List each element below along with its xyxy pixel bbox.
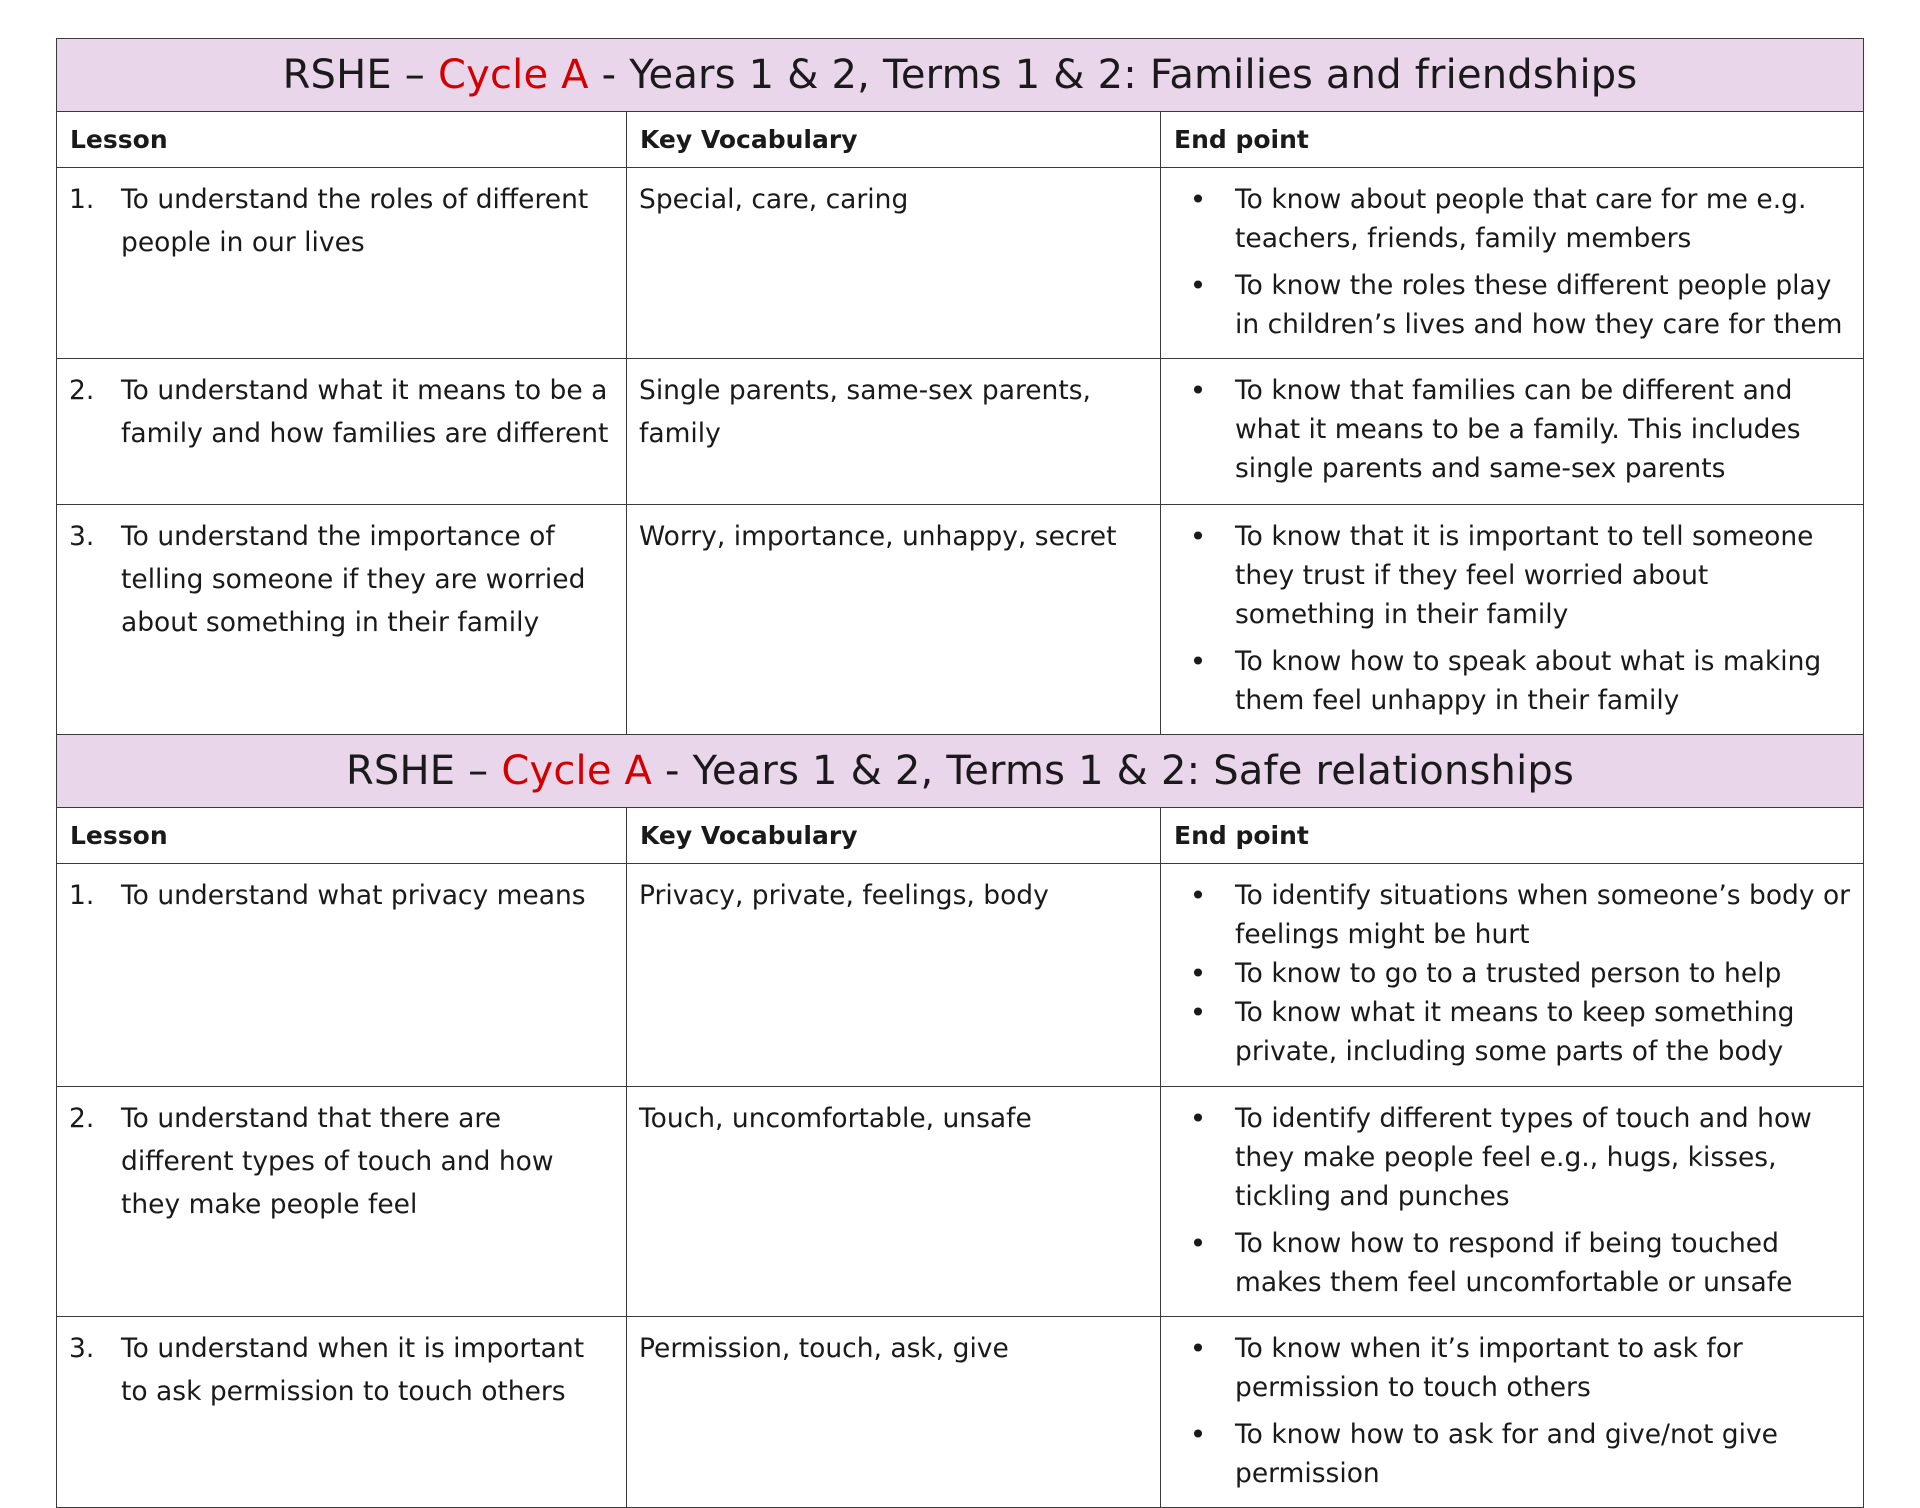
lesson-text: To understand what it means to be a family and how families are different: [121, 375, 609, 449]
lesson-text: To understand what privacy means: [121, 880, 586, 911]
endpoint-item: [1161, 876, 1853, 954]
endpoint-text: To identify situations when someone’s body or feelings might be hurt: [1235, 880, 1851, 950]
endpoint-text: To know the roles these different people play in children’s lives and how they care for them: [1235, 270, 1843, 340]
endpoint-text: To know that it is important to tell someone they trust if they feel worried about something in their family: [1235, 521, 1814, 630]
endpoint-text: To know that families can be different and what it means to be a family. This includes single parents and same-sex parents: [1235, 375, 1801, 484]
vocab-cell: [627, 1087, 1161, 1317]
vocab-text: Touch, uncomfortable, unsafe: [639, 1103, 1032, 1134]
endpoint-cell: [1161, 505, 1864, 735]
endpoint-text: To know when it’s important to ask for permission to touch others: [1235, 1333, 1743, 1403]
table-row: [57, 864, 1864, 1087]
bullet-icon: •: [1189, 879, 1207, 912]
bullet-icon: •: [1189, 1227, 1207, 1260]
endpoint-item: [1161, 517, 1853, 634]
endpoint-item: [1161, 1329, 1853, 1407]
lesson-text: To understand the importance of telling someone if they are worried about something in their family: [121, 521, 586, 638]
bullet-icon: •: [1189, 957, 1207, 990]
endpoint-cell: [1161, 168, 1864, 359]
section-title: [57, 39, 1864, 112]
bullet-icon: •: [1189, 645, 1207, 678]
vocab-cell: [627, 1317, 1161, 1508]
endpoint-text: To know how to ask for and give/not give permission: [1235, 1419, 1778, 1489]
bullet-icon: •: [1189, 1418, 1207, 1451]
header-key-vocabulary: Key Vocabulary: [627, 112, 1161, 168]
bullet-icon: •: [1189, 996, 1207, 1029]
lesson-number: 3.: [69, 1333, 95, 1364]
lesson-number: 2.: [69, 375, 95, 406]
lesson-text: To understand when it is important to ask permission to touch others: [121, 1333, 585, 1407]
title-cycle: Cycle A: [437, 52, 589, 98]
vocab-text: Privacy, private, feelings, body: [639, 880, 1049, 911]
vocab-text: Special, care, caring: [639, 184, 909, 215]
table-row: [57, 505, 1864, 735]
section-title-row: [57, 39, 1864, 112]
header-row: [57, 808, 1864, 864]
title-suffix: - Years 1 & 2, Terms 1 & 2: Families and friendships: [601, 52, 1638, 98]
header-key-vocabulary: Key Vocabulary: [627, 808, 1161, 864]
endpoint-item: [1161, 993, 1853, 1071]
curriculum-table: [56, 38, 1864, 1508]
header-lesson: Lesson: [57, 112, 627, 168]
title-prefix: RSHE –: [282, 52, 426, 98]
endpoint-cell: [1161, 1317, 1864, 1508]
header-lesson: Lesson: [57, 808, 627, 864]
bullet-icon: •: [1189, 520, 1207, 553]
bullet-icon: •: [1189, 374, 1207, 407]
endpoint-cell: [1161, 359, 1864, 505]
endpoint-text: To know how to speak about what is making them feel unhappy in their family: [1235, 646, 1822, 716]
bullet-icon: •: [1189, 183, 1207, 216]
lesson-cell: [57, 1317, 627, 1508]
title-prefix: RSHE –: [345, 748, 489, 794]
lesson-cell: [57, 505, 627, 735]
lesson-number: 3.: [69, 521, 95, 552]
endpoint-item: [1161, 1415, 1853, 1493]
endpoint-item: [1161, 266, 1853, 344]
lesson-cell: [57, 864, 627, 1087]
lesson-text: To understand the roles of different people in our lives: [121, 184, 589, 258]
bullet-icon: •: [1189, 269, 1207, 302]
vocab-cell: [627, 505, 1161, 735]
bullet-icon: •: [1189, 1102, 1207, 1135]
endpoint-text: To identify different types of touch and how they make people feel e.g., hugs, kisses, tickling and punches: [1235, 1103, 1812, 1212]
endpoint-text: To know about people that care for me e.g. teachers, friends, family members: [1235, 184, 1807, 254]
endpoint-text: To know how to respond if being touched makes them feel uncomfortable or unsafe: [1235, 1228, 1793, 1298]
vocab-text: Permission, touch, ask, give: [639, 1333, 1009, 1364]
endpoint-item: [1161, 371, 1853, 488]
title-cycle: Cycle A: [501, 748, 653, 794]
endpoint-item: [1161, 954, 1853, 993]
endpoint-item: [1161, 1099, 1853, 1216]
vocab-cell: [627, 359, 1161, 505]
title-suffix: - Years 1 & 2, Terms 1 & 2: Safe relationships: [665, 748, 1575, 794]
vocab-text: Worry, importance, unhappy, secret: [639, 521, 1117, 552]
bullet-icon: •: [1189, 1332, 1207, 1365]
lesson-number: 1.: [69, 184, 95, 215]
vocab-cell: [627, 864, 1161, 1087]
header-end-point: End point: [1161, 112, 1864, 168]
table-row: [57, 168, 1864, 359]
header-row: [57, 112, 1864, 168]
lesson-cell: [57, 359, 627, 505]
header-end-point: End point: [1161, 808, 1864, 864]
endpoint-item: [1161, 1224, 1853, 1302]
lesson-text: To understand that there are different types of touch and how they make people feel: [121, 1103, 554, 1220]
endpoint-cell: [1161, 864, 1864, 1087]
vocab-cell: [627, 168, 1161, 359]
lesson-number: 1.: [69, 880, 95, 911]
table-row: [57, 1317, 1864, 1508]
lesson-number: 2.: [69, 1103, 95, 1134]
endpoint-item: [1161, 642, 1853, 720]
lesson-cell: [57, 1087, 627, 1317]
table-row: [57, 1087, 1864, 1317]
endpoint-cell: [1161, 1087, 1864, 1317]
endpoint-text: To know to go to a trusted person to help: [1235, 958, 1782, 989]
vocab-text: Single parents, same-sex parents, family: [639, 375, 1091, 449]
section-title: [57, 735, 1864, 808]
endpoint-item: [1161, 180, 1853, 258]
lesson-cell: [57, 168, 627, 359]
section-title-row: [57, 735, 1864, 808]
table-row: [57, 359, 1864, 505]
endpoint-text: To know what it means to keep something private, including some parts of the body: [1235, 997, 1795, 1067]
